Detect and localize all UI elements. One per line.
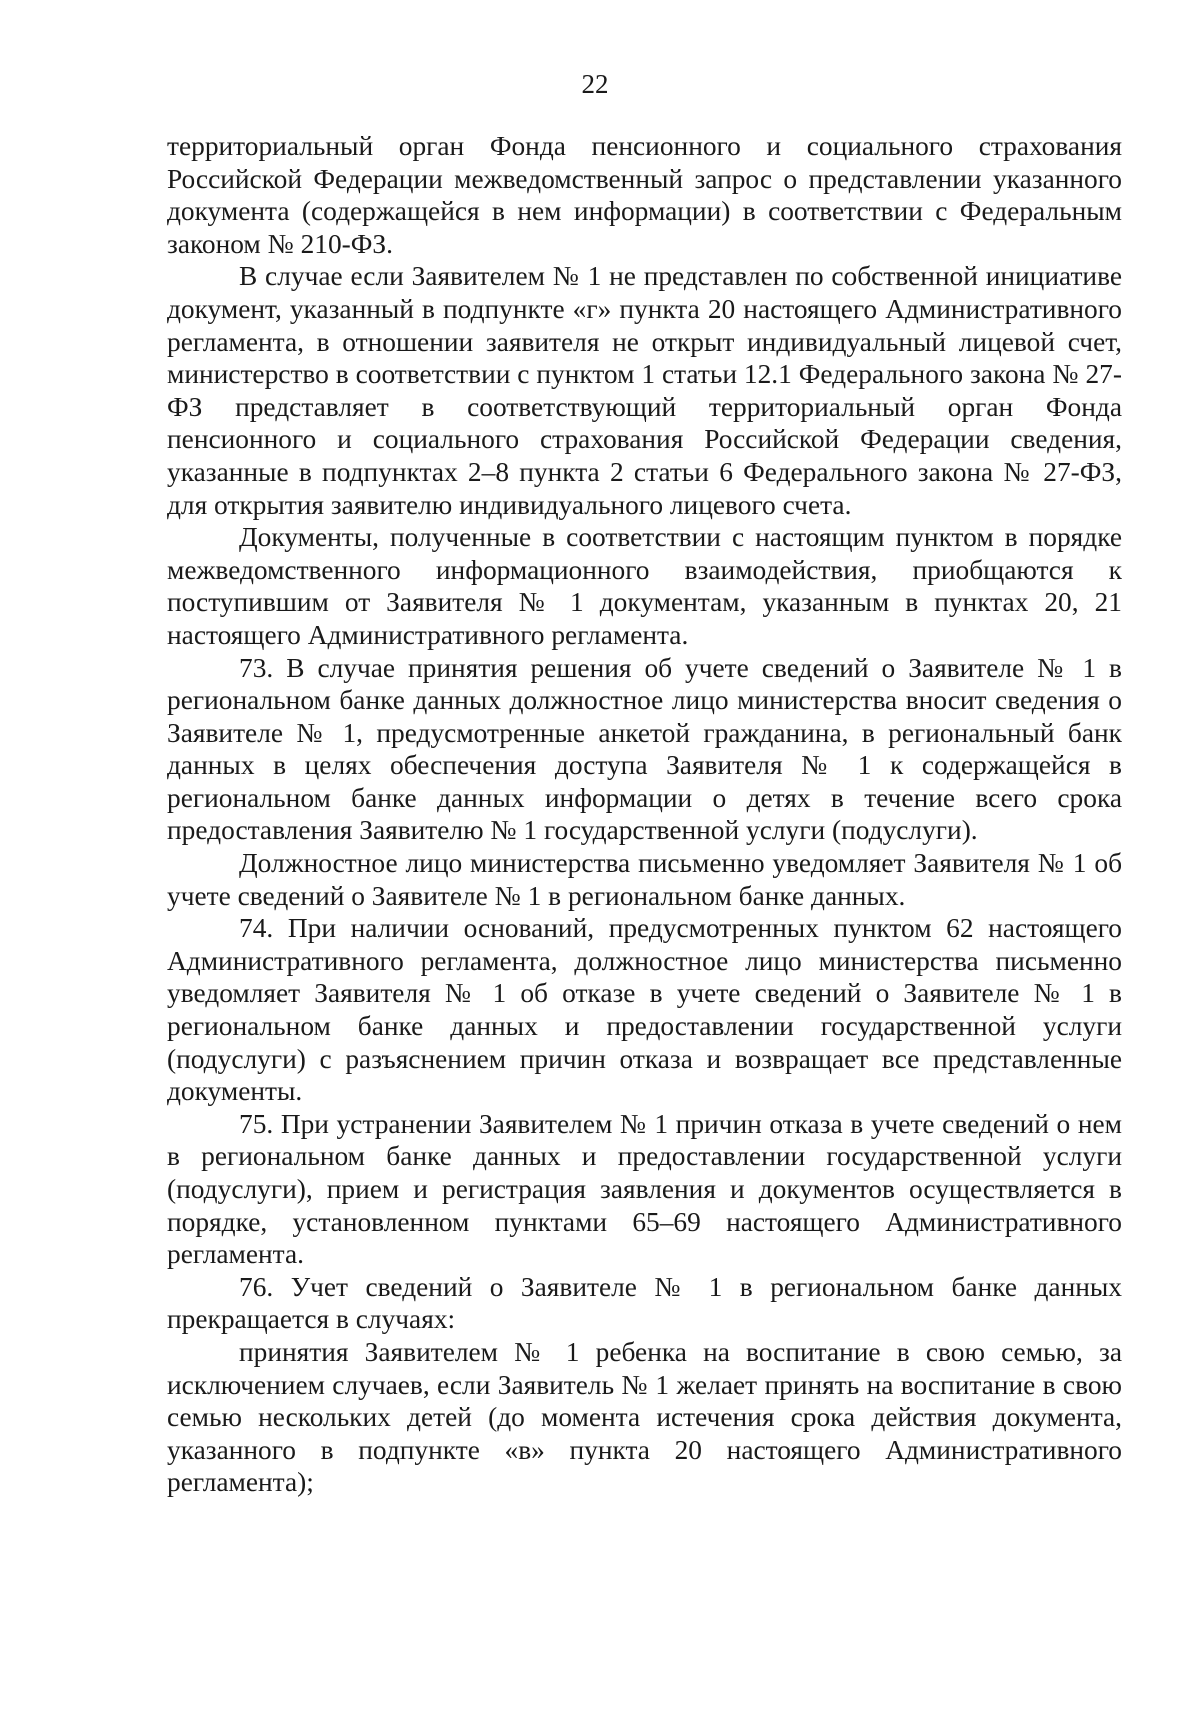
paragraph-clause-76: 76. Учет сведений о Заявителе № 1 в региональном банке данных прекращается в случаях: xyxy=(167,1271,1122,1335)
paragraph-documents-attached: Документы, полученные в соответствии с настоящим пунктом в порядке межведомственного информационного взаимодействия, приобщаются к поступившим от Заявителя № 1 документам, указанным в пунктах 20, 21 настоящего Административного регламента. xyxy=(167,522,1122,650)
paragraph-clause-73: 73. В случае принятия решения об учете сведений о Заявителе № 1 в региональном банке данных должностное лицо министерства вносит сведения о Заявителе № 1, предусмотренные анкетой гражданина, в региональный банк данных в целях обеспечения доступа Заявителя № 1 к содержащейся в региональном банке данных информации о детях в течение всего срока предоставления Заявителю № 1 государственной услуги (подуслуги). xyxy=(167,652,1122,846)
page-number: 22 xyxy=(581,69,609,99)
paragraph-continuation: территориальный орган Фонда пенсионного и социального страхования Российской Федерации межведомственный запрос о представлении указанного документа (содержащейся в нем информации) в соответствии с Федеральным законом № 210-ФЗ. xyxy=(167,131,1122,259)
paragraph-clause-74: 74. При наличии оснований, предусмотренных пунктом 62 настоящего Административного регламента, должностное лицо министерства письменно уведомляет Заявителя № 1 об отказе в учете сведений о Заявителе № 1 в региональном банке данных и предоставлении государственной услуги (подуслуги) с разъяснением причин отказа и возвращает все представленные документы. xyxy=(167,913,1122,1107)
document-body xyxy=(167,130,1122,1499)
paragraph-clause-75: 75. При устранении Заявителем № 1 причин отказа в учете сведений о нем в региональном банке данных и предоставлении государственной услуги (подуслуги), прием и регистрация заявления и документов осуществляется в порядке, установленном пунктами 65–69 настоящего Административного регламента. xyxy=(167,1108,1122,1270)
paragraph-pension-fund-request: В случае если Заявителем № 1 не представлен по собственной инициативе документ, указанный в подпункте «г» пункта 20 настоящего Административного регламента, в отношении заявителя не открыт индивидуальный лицевой счет, министерство в соответствии с пунктом 1 статьи 12.1 Федерального закона № 27-ФЗ представляет в соответствующий территориальный орган Фонда пенсионного и социального страхования Российской Федерации сведения, указанные в подпунктах 2–8 пункта 2 статьи 6 Федерального закона № 27-ФЗ, для открытия заявителю индивидуального лицевого счета. xyxy=(167,261,1122,520)
paragraph-notification: Должностное лицо министерства письменно уведомляет Заявителя № 1 об учете сведений о Заявителе № 1 в региональном банке данных. xyxy=(167,848,1122,911)
paragraph-clause-76-item: принятия Заявителем № 1 ребенка на воспитание в свою семью, за исключением случаев, если Заявитель № 1 желает принять на воспитание в свою семью нескольких детей (до момента истечения срока действия документа, указанного в подпункте «в» пункта 20 настоящего Административного регламента); xyxy=(167,1336,1122,1498)
